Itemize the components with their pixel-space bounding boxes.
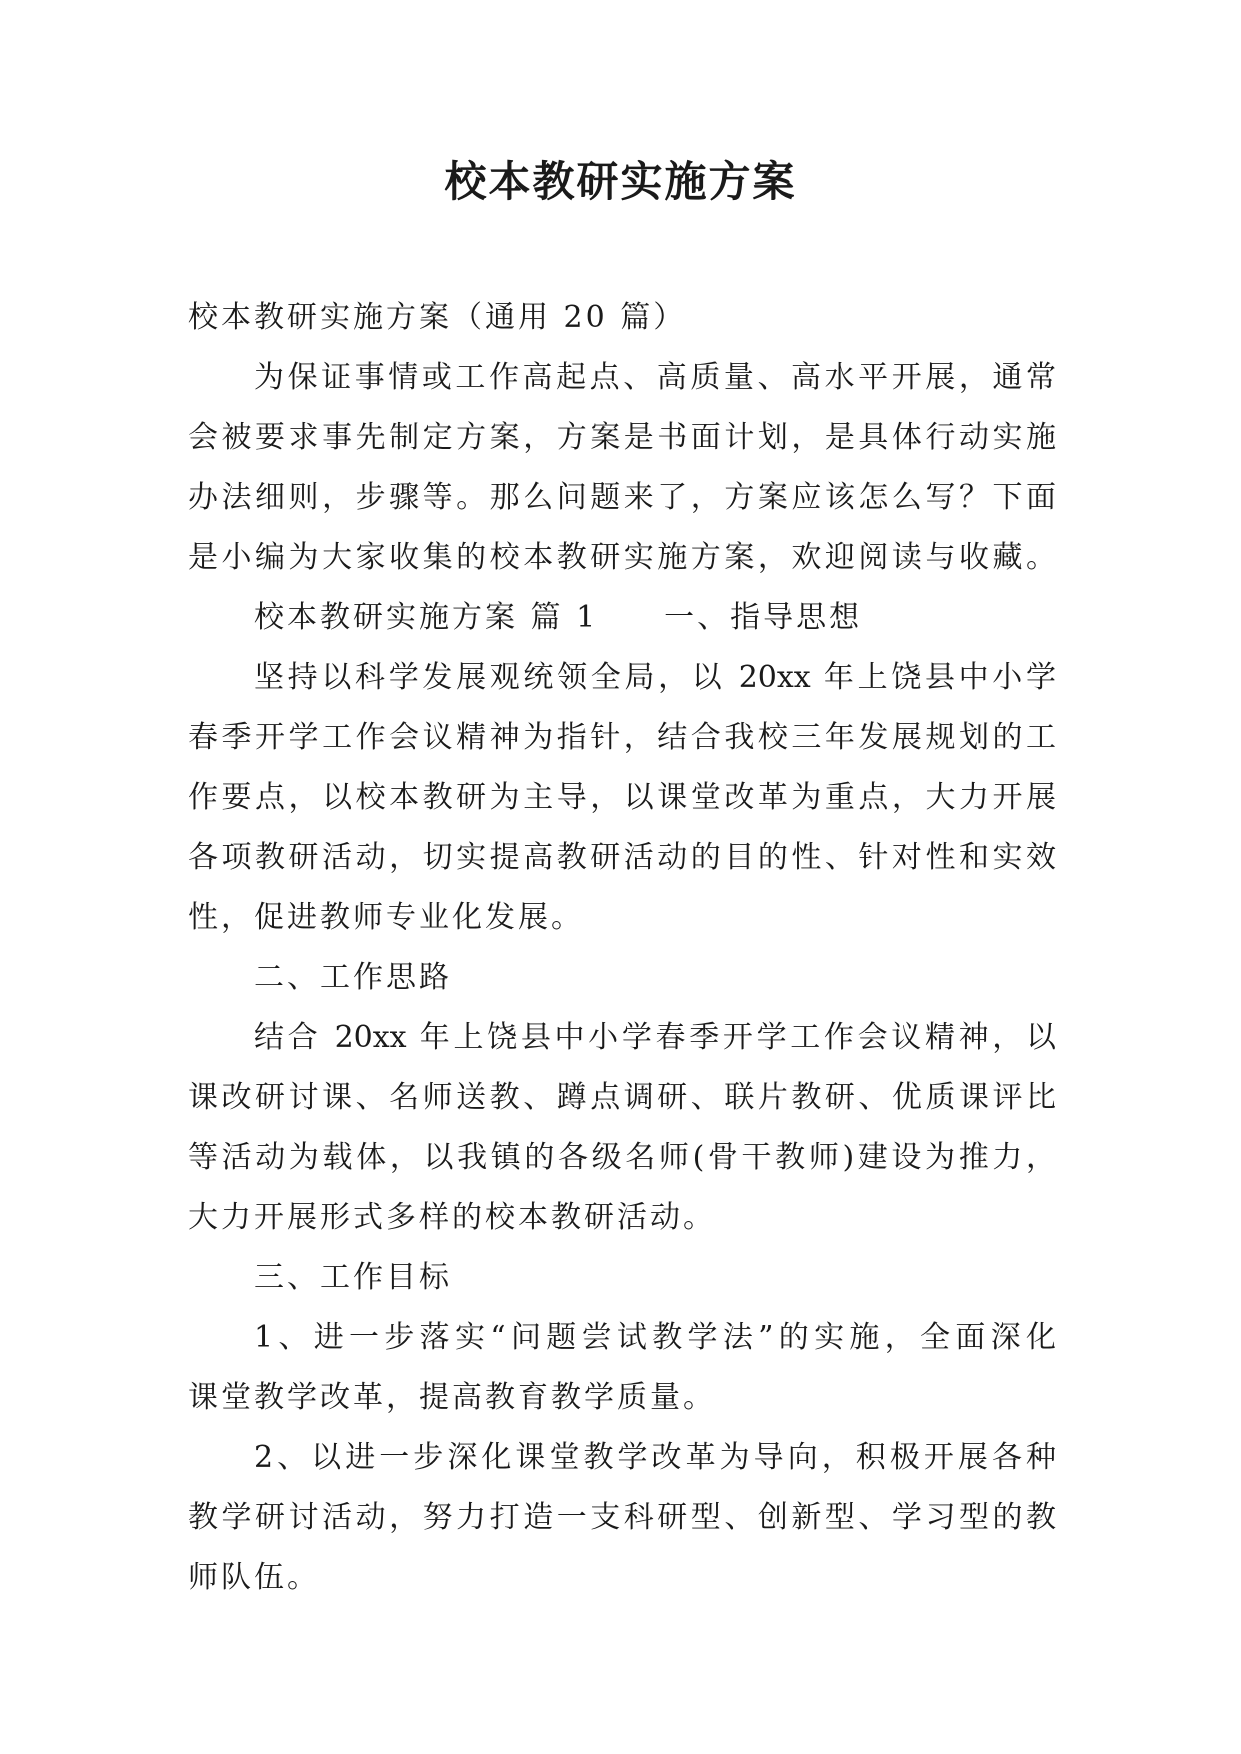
text-line: 作要点，以校本教研为主导，以课堂改革为重点，大力开展 [188,780,1056,815]
subtitle-line: 校本教研实施方案（通用 20 篇） [188,300,687,335]
text-line: 教学研讨活动，努力打造一支科研型、创新型、学习型的教 [188,1500,1056,1535]
document-title: 校本教研实施方案 [444,157,797,206]
text-line: 是小编为大家收集的校本教研实施方案，欢迎阅读与收藏。 [188,540,1056,575]
section-heading-line: 三、工作目标 [254,1260,452,1295]
text-line: 1、进一步落实“问题尝试教学法”的实施，全面深化 [254,1320,1056,1355]
text-line: 师队伍。 [188,1560,320,1595]
section-heading-line: 校本教研实施方案 篇 1 一、指导思想 [254,600,863,635]
text-line: 办法细则，步骤等。那么问题来了，方案应该怎么写？下面 [188,480,1056,515]
text-line: 结合 20xx 年上饶县中小学春季开学工作会议精神，以 [254,1020,1056,1055]
text-line: 性，促进教师专业化发展。 [188,900,584,935]
text-line: 等活动为载体，以我镇的各级名师(骨干教师)建设为推力， [188,1140,1056,1175]
text-line: 各项教研活动，切实提高教研活动的目的性、针对性和实效 [188,840,1056,875]
text-line: 课改研讨课、名师送教、蹲点调研、联片教研、优质课评比 [188,1080,1056,1115]
section-heading-line: 二、工作思路 [254,960,452,995]
text-line: 课堂教学改革，提高教育教学质量。 [188,1380,716,1415]
text-line: 坚持以科学发展观统领全局，以 20xx 年上饶县中小学 [254,660,1056,695]
text-line: 2、以进一步深化课堂教学改革为导向，积极开展各种 [254,1440,1056,1475]
text-line: 春季开学工作会议精神为指针，结合我校三年发展规划的工 [188,720,1056,755]
text-line: 大力开展形式多样的校本教研活动。 [188,1200,716,1235]
text-line: 为保证事情或工作高起点、高质量、高水平开展，通常 [254,360,1056,395]
text-line: 会被要求事先制定方案，方案是书面计划，是具体行动实施 [188,420,1056,455]
document-body [188,288,1056,1608]
